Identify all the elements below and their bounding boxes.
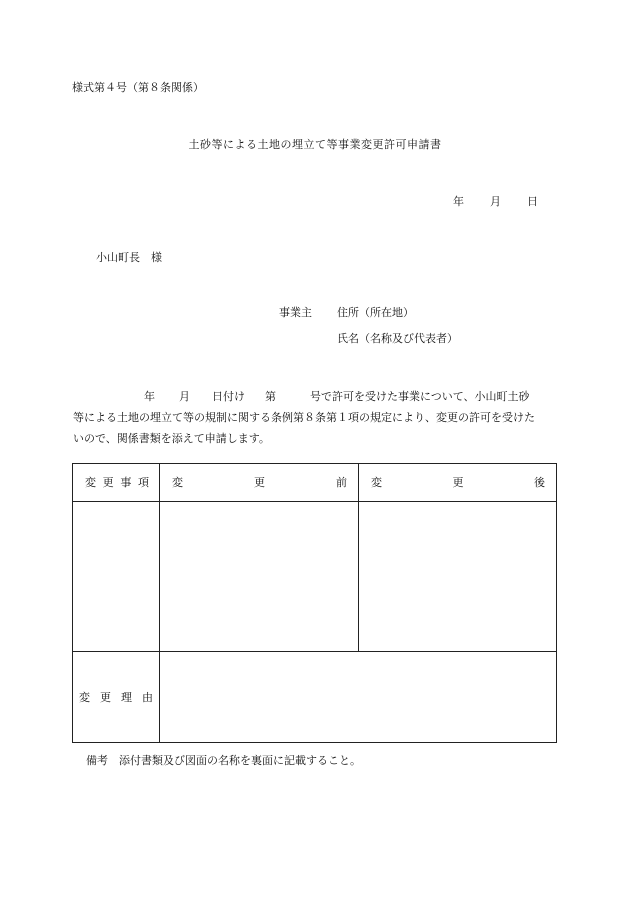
header-after-change: 変 更 後 (371, 476, 545, 489)
change-table (72, 463, 557, 743)
change-item-cell[interactable] (73, 502, 159, 651)
body-line-2: 等による土地の埋立て等の規制に関する条例第８条第１項の規定により、変更の許可を受けた (73, 411, 535, 424)
addressee: 小山町長 様 (96, 251, 162, 264)
date-month: 月 (490, 195, 501, 208)
reason-label: 変 更 理 由 (79, 691, 153, 704)
header-change-item: 変 更 事 項 (85, 476, 149, 489)
applicant-address-label: 住所（所在地） (337, 306, 414, 319)
permit-year: 年 (144, 390, 155, 403)
applicant-label: 事業主 (279, 306, 312, 319)
body-line-3: いので、関係書類を添えて申請します。 (73, 432, 270, 445)
document-title: 土砂等による土地の埋立て等事業変更許可申請書 (188, 138, 442, 151)
date-year: 年 (453, 195, 464, 208)
header-before-change: 変 更 前 (172, 476, 347, 489)
date-day: 日 (527, 195, 538, 208)
permit-number-prefix: 第 (265, 390, 276, 403)
body-line-1-tail: 号で許可を受けた事業について、小山町土砂 (310, 390, 530, 403)
after-change-cell[interactable] (359, 502, 556, 651)
remarks: 備考 添付書類及び図面の名称を裏面に記載すること。 (86, 754, 361, 767)
before-change-cell[interactable] (160, 502, 358, 651)
reason-cell[interactable] (160, 652, 556, 742)
date-line (453, 196, 538, 207)
permit-month: 月 (179, 390, 190, 403)
form-number: 様式第４号（第８条関係） (72, 81, 204, 94)
applicant-name-label: 氏名（名称及び代表者） (337, 332, 458, 345)
permit-dated: 日付け (212, 390, 245, 403)
body-line-1 (73, 391, 530, 402)
